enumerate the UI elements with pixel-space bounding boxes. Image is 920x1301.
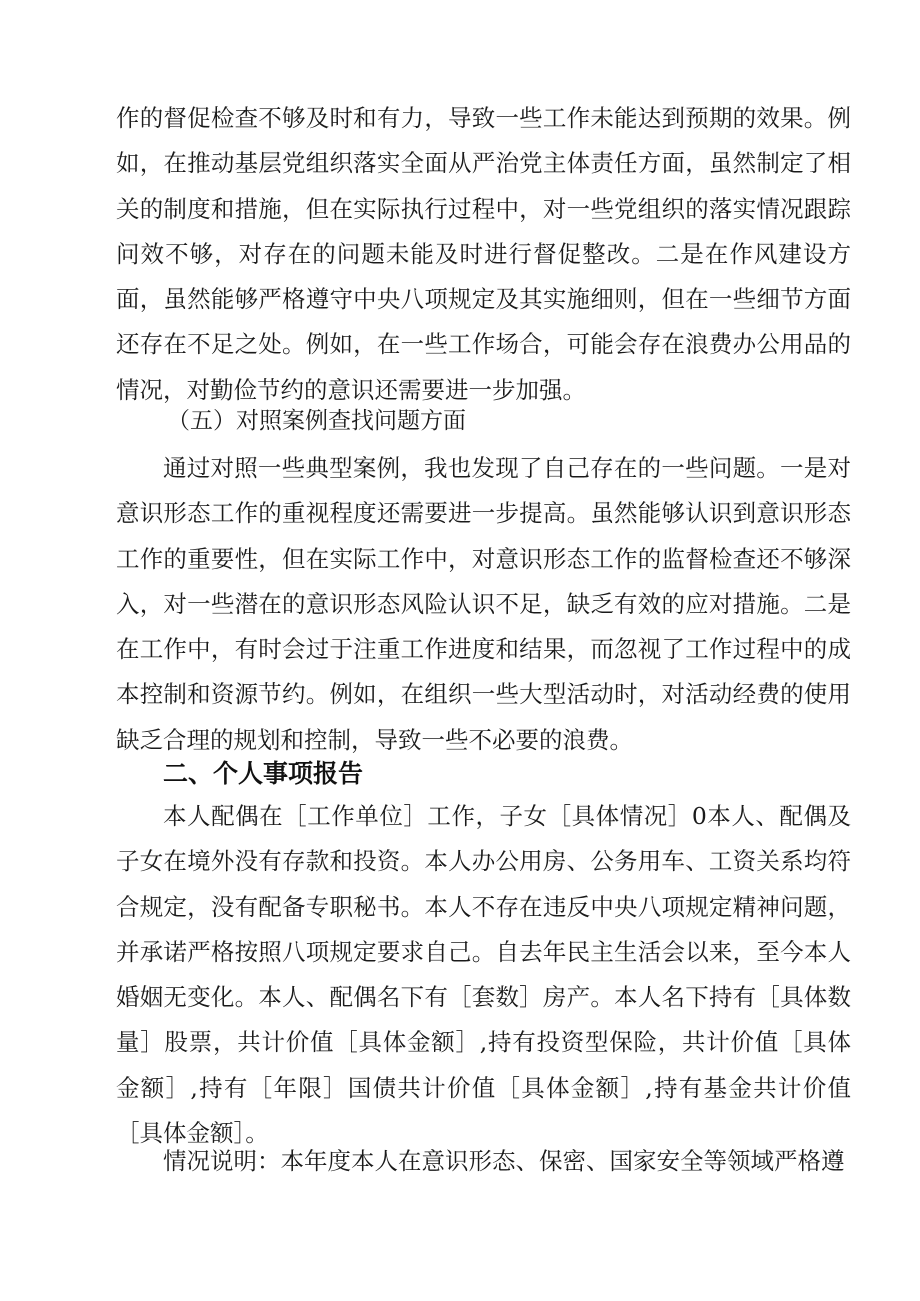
section-heading-personal-report: 二、个人事项报告 <box>163 759 364 788</box>
body-paragraph-cases: 通过对照一些典型案例，我也发现了自己存在的一些问题。一是对意识形态工作的重视程度还需要进一步提高。虽然能够认识到意识形态工作的重要性，但在实际工作中，对意识形态工作的监督检查还不够深入，对一些潜在的意识形态风险认识不足，缺乏有效的应对措施。二是在工作中，有时会过于注重工作进度和结果，而忽视了工作过程中的成本控制和资源节约。例如，在组织一些大型活动时，对活动经费的使用缺乏合理的规划和控制，导致一些不必要的浪费。 <box>116 454 851 754</box>
body-paragraph-personal-matters: 本人配偶在［工作单位］工作，子女［具体情况］0本人、配偶及子女在境外没有存款和投资。本人办公用房、公务用车、工资关系均符合规定，没有配备专职秘书。本人不存在违反中央八项规定精神问题，并承诺严格按照八项规定要求自己。自去年民主生活会以来，至今本人婚姻无变化。本人、配偶名下有［套数］房产。本人名下持有［具体数量］股票，共计价值［具体金额］,持有投资型保险，共计价值［具体金额］,持有［年限］国债共计价值［具体金额］,持有基金共计价值［具体金额］。 <box>116 802 851 1148</box>
body-paragraph-explanation: 情况说明：本年度本人在意识形态、保密、国家安全等领域严格遵 <box>163 1147 845 1175</box>
body-paragraph-continued: 作的督促检查不够及时和有力，导致一些工作未能达到预期的效果。例如，在推动基层党组织落实全面从严治党主体责任方面，虽然制定了相关的制度和措施，但在实际执行过程中，对一些党组织的落实情况跟踪问效不够，对存在的问题未能及时进行督促整改。二是在作风建设方面，虽然能够严格遵守中央八项规定及其实施细则，但在一些细节方面还存在不足之处。例如，在一些工作场合，可能会存在浪费办公用品的情况，对勤俭节约的意识还需要进一步加强。 <box>116 104 851 404</box>
section-heading-5: （五）对照案例查找问题方面 <box>167 408 466 434</box>
